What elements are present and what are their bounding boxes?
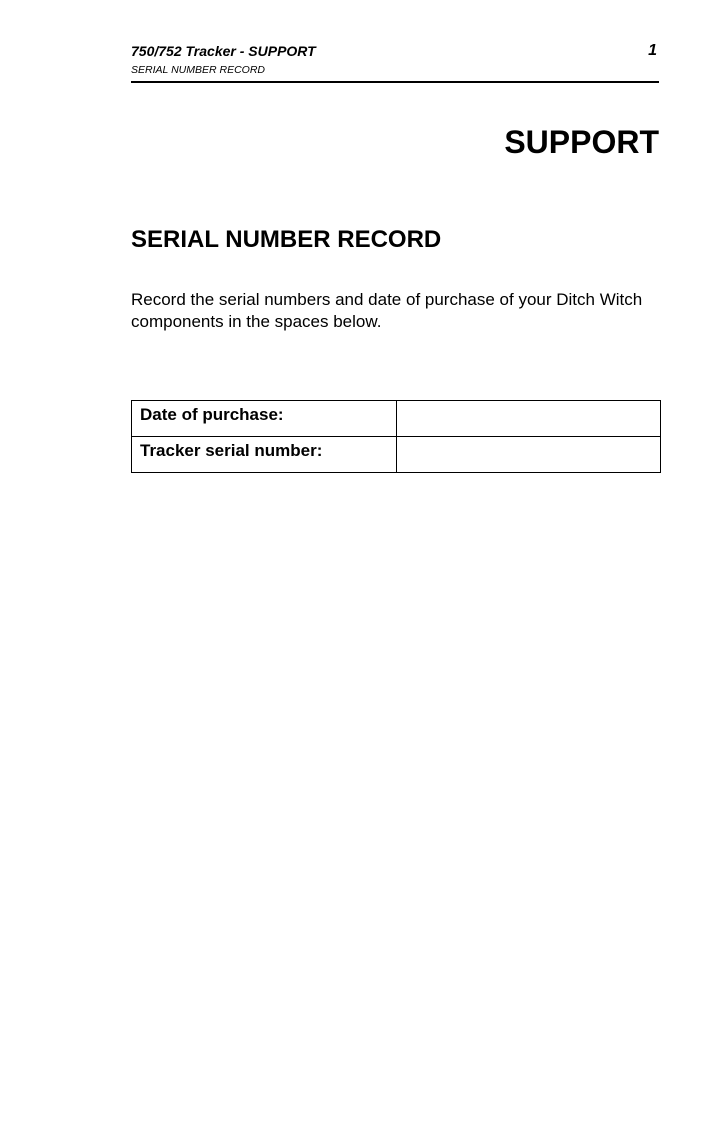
- tracker-serial-number-label: Tracker serial number:: [132, 437, 397, 473]
- running-section-label: SERIAL NUMBER RECORD: [131, 64, 265, 76]
- page-number: 1: [648, 42, 657, 59]
- tracker-serial-number-field[interactable]: [397, 437, 661, 473]
- document-title: 750/752 Tracker - SUPPORT: [131, 43, 316, 59]
- date-of-purchase-label: Date of purchase:: [132, 401, 397, 437]
- section-heading: SERIAL NUMBER RECORD: [131, 226, 442, 253]
- table-row: [132, 437, 661, 473]
- serial-number-table: [131, 400, 661, 473]
- intro-paragraph: Record the serial numbers and date of purchase of your Ditch Witch components in the spaces below.: [131, 290, 643, 331]
- table-row: [132, 401, 661, 437]
- running-header: [131, 43, 659, 83]
- date-of-purchase-field[interactable]: [397, 401, 661, 437]
- chapter-title: SUPPORT: [504, 124, 659, 160]
